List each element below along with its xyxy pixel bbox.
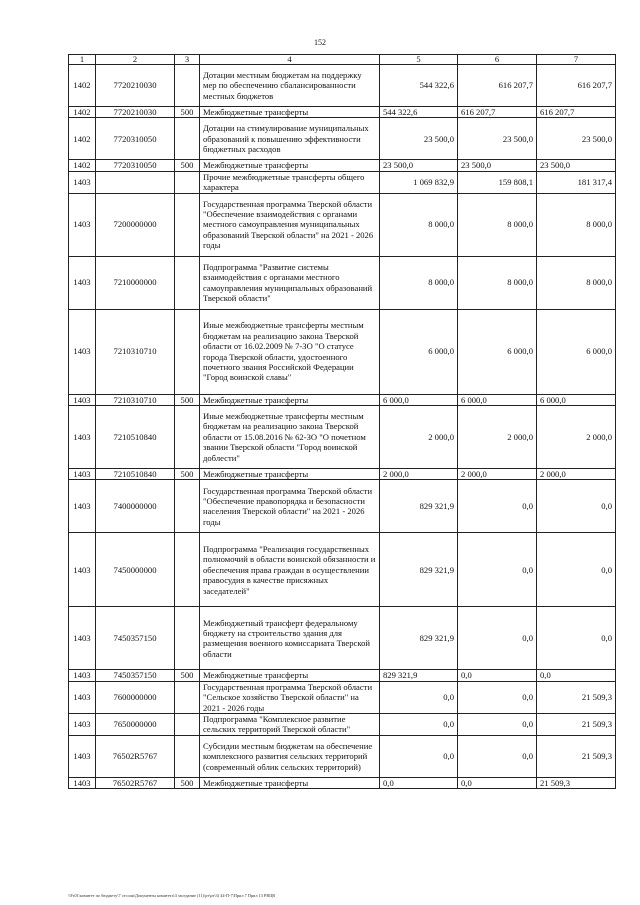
item-name: Межбюджетные трансферты <box>200 469 380 480</box>
amount-col6: 616 207,7 <box>458 107 537 118</box>
header-cell: 2 <box>96 55 175 65</box>
amount-col7: 0,0 <box>537 670 616 681</box>
amount-col6: 23 500,0 <box>458 118 537 160</box>
item-name: Государственная программа Тверской области "Сельское хозяйство Тверской области" на 2021 - 2026 годы <box>200 681 380 713</box>
target-article-code: 7400000000 <box>96 480 175 533</box>
item-name: Межбюджетные трансферты <box>200 394 380 405</box>
amount-col7: 2 000,0 <box>537 469 616 480</box>
table-row <box>69 607 616 670</box>
item-name: Дотации на стимулирование муниципальных образований к повышению эффективности бюджетных расходов <box>200 118 380 160</box>
table-row <box>69 533 616 607</box>
amount-col5: 0,0 <box>380 735 458 777</box>
item-name: Прочие межбюджетные трансферты общего характера <box>200 171 380 193</box>
section-code: 1403 <box>69 469 96 480</box>
amount-col7: 23 500,0 <box>537 118 616 160</box>
section-code: 1403 <box>69 406 96 469</box>
amount-col7: 21 509,3 <box>537 777 616 788</box>
amount-col7: 0,0 <box>537 607 616 670</box>
item-name: Межбюджетные трансферты <box>200 777 380 788</box>
amount-col6: 6 000,0 <box>458 309 537 394</box>
amount-col6: 8 000,0 <box>458 256 537 309</box>
expense-type-code <box>175 735 200 777</box>
section-code: 1402 <box>69 107 96 118</box>
expense-type-code <box>175 607 200 670</box>
section-code: 1403 <box>69 777 96 788</box>
expense-type-code: 500 <box>175 160 200 171</box>
section-code: 1402 <box>69 160 96 171</box>
table-row <box>69 735 616 777</box>
section-code: 1403 <box>69 735 96 777</box>
target-article-code: 7720210030 <box>96 65 175 107</box>
target-article-code: 7450357150 <box>96 607 175 670</box>
target-article-code: 7720210030 <box>96 107 175 118</box>
amount-col6: 2 000,0 <box>458 406 537 469</box>
amount-col7: 8 000,0 <box>537 193 616 256</box>
item-name: Иные межбюджетные трансферты местным бюджетам на реализацию закона Тверской области от 16.02.2009 № 7-ЗО "О статусе города Тверской области, удостоенного почетного звания Российской Федерации "Город воинской славы" <box>200 309 380 394</box>
item-name: Государственная программа Тверской области "Обеспечение взаимодействия с органами местного самоуправления муниципальных образований Тверской области" на 2021 - 2026 годы <box>200 193 380 256</box>
expense-type-code <box>175 118 200 160</box>
item-name: Государственная программа Тверской области "Обеспечение правопорядка и безопасности населения Тверской области" на 2021 - 2026 годы <box>200 480 380 533</box>
table-row <box>69 394 616 405</box>
item-name: Подпрограмма "Реализация государственных полномочий в области воинской обязанности и обеспечения права граждан в осуществлении правосудия в качестве присяжных заседателей" <box>200 533 380 607</box>
header-cell: 7 <box>537 55 616 65</box>
amount-col6: 2 000,0 <box>458 469 537 480</box>
section-code: 1403 <box>69 607 96 670</box>
expense-type-code: 500 <box>175 777 200 788</box>
section-code: 1403 <box>69 480 96 533</box>
target-article-code: 7450357150 <box>96 670 175 681</box>
target-article-code: 7210000000 <box>96 256 175 309</box>
item-name: Межбюджетный трансферт федеральному бюджету на строительство здания для размещения военного комиссариата Тверской области <box>200 607 380 670</box>
budget-table <box>68 54 616 789</box>
item-name: Субсидии местным бюджетам на обеспечение комплексного развития сельских территорий (современный облик сельских территорий) <box>200 735 380 777</box>
section-code: 1402 <box>69 65 96 107</box>
section-code: 1403 <box>69 533 96 607</box>
amount-col6: 0,0 <box>458 777 537 788</box>
target-article-code <box>96 171 175 193</box>
table-row <box>69 309 616 394</box>
section-code: 1403 <box>69 681 96 713</box>
amount-col5: 0,0 <box>380 714 458 736</box>
amount-col5: 829 321,9 <box>380 480 458 533</box>
amount-col6: 616 207,7 <box>458 65 537 107</box>
section-code: 1403 <box>69 256 96 309</box>
amount-col7: 23 500,0 <box>537 160 616 171</box>
amount-col6: 6 000,0 <box>458 394 537 405</box>
amount-col7: 616 207,7 <box>537 107 616 118</box>
amount-col5: 829 321,9 <box>380 670 458 681</box>
expense-type-code <box>175 533 200 607</box>
amount-col7: 181 317,4 <box>537 171 616 193</box>
amount-col6: 0,0 <box>458 670 537 681</box>
table-row <box>69 714 616 736</box>
expense-type-code: 500 <box>175 107 200 118</box>
target-article-code: 7720310050 <box>96 160 175 171</box>
target-article-code: 7600000000 <box>96 681 175 713</box>
file-path-footer: \\Fs01\комитет по бюджету\7 сессия\Документы комитета\3 заседание (11)\рт\рт\3) 44-П-7\Прил 7 Прил 13 РВЦВ <box>68 893 276 898</box>
header-cell: 1 <box>69 55 96 65</box>
amount-col7: 0,0 <box>537 480 616 533</box>
table-row <box>69 171 616 193</box>
section-code: 1402 <box>69 118 96 160</box>
section-code: 1403 <box>69 309 96 394</box>
amount-col7: 21 509,3 <box>537 735 616 777</box>
table-row <box>69 256 616 309</box>
target-article-code: 7720310050 <box>96 118 175 160</box>
amount-col6: 23 500,0 <box>458 160 537 171</box>
table-row <box>69 193 616 256</box>
table-row <box>69 65 616 107</box>
target-article-code: 7200000000 <box>96 193 175 256</box>
amount-col7: 6 000,0 <box>537 309 616 394</box>
header-cell: 6 <box>458 55 537 65</box>
expense-type-code: 500 <box>175 469 200 480</box>
header-cell: 3 <box>175 55 200 65</box>
header-cell: 5 <box>380 55 458 65</box>
amount-col6: 0,0 <box>458 714 537 736</box>
target-article-code: 76502R5767 <box>96 735 175 777</box>
expense-type-code <box>175 681 200 713</box>
amount-col5: 2 000,0 <box>380 469 458 480</box>
amount-col6: 0,0 <box>458 681 537 713</box>
amount-col5: 8 000,0 <box>380 193 458 256</box>
section-code: 1403 <box>69 394 96 405</box>
table-row <box>69 160 616 171</box>
amount-col7: 6 000,0 <box>537 394 616 405</box>
page-number: 152 <box>314 38 326 47</box>
amount-col6: 159 808,1 <box>458 171 537 193</box>
table-row <box>69 777 616 788</box>
amount-col7: 616 207,7 <box>537 65 616 107</box>
target-article-code: 7210510840 <box>96 406 175 469</box>
table-row <box>69 480 616 533</box>
section-code: 1403 <box>69 714 96 736</box>
expense-type-code: 500 <box>175 670 200 681</box>
amount-col6: 0,0 <box>458 533 537 607</box>
section-code: 1403 <box>69 171 96 193</box>
item-name: Межбюджетные трансферты <box>200 670 380 681</box>
amount-col5: 6 000,0 <box>380 394 458 405</box>
table-row <box>69 107 616 118</box>
amount-col5: 23 500,0 <box>380 118 458 160</box>
amount-col5: 544 322,6 <box>380 65 458 107</box>
amount-col7: 2 000,0 <box>537 406 616 469</box>
amount-col5: 6 000,0 <box>380 309 458 394</box>
item-name: Дотации местным бюджетам на поддержку мер по обеспечению сбалансированности местных бюджетов <box>200 65 380 107</box>
section-code: 1403 <box>69 670 96 681</box>
amount-col5: 0,0 <box>380 777 458 788</box>
expense-type-code: 500 <box>175 394 200 405</box>
amount-col6: 0,0 <box>458 480 537 533</box>
header-cell: 4 <box>200 55 380 65</box>
expense-type-code <box>175 65 200 107</box>
item-name: Межбюджетные трансферты <box>200 107 380 118</box>
amount-col6: 0,0 <box>458 607 537 670</box>
amount-col6: 0,0 <box>458 735 537 777</box>
target-article-code: 7210310710 <box>96 394 175 405</box>
target-article-code: 7450000000 <box>96 533 175 607</box>
expense-type-code <box>175 171 200 193</box>
item-name: Подпрограмма "Развитие системы взаимодействия с органами местного самоуправления муниципальных образований Тверской области" <box>200 256 380 309</box>
target-article-code: 7210310710 <box>96 309 175 394</box>
expense-type-code <box>175 714 200 736</box>
table-row <box>69 681 616 713</box>
item-name: Межбюджетные трансферты <box>200 160 380 171</box>
expense-type-code <box>175 480 200 533</box>
amount-col5: 8 000,0 <box>380 256 458 309</box>
target-article-code: 76502R5767 <box>96 777 175 788</box>
table-row <box>69 118 616 160</box>
section-code: 1403 <box>69 193 96 256</box>
amount-col5: 2 000,0 <box>380 406 458 469</box>
amount-col5: 1 069 832,9 <box>380 171 458 193</box>
amount-col7: 0,0 <box>537 533 616 607</box>
amount-col6: 8 000,0 <box>458 193 537 256</box>
target-article-code: 7650000000 <box>96 714 175 736</box>
expense-type-code <box>175 406 200 469</box>
expense-type-code <box>175 193 200 256</box>
amount-col5: 829 321,9 <box>380 607 458 670</box>
item-name: Иные межбюджетные трансферты местным бюджетам на реализацию закона Тверской области от 15.08.2016 № 62-ЗО "О почетном звании Тверской области "Город воинской доблести" <box>200 406 380 469</box>
amount-col5: 829 321,9 <box>380 533 458 607</box>
amount-col5: 544 322,6 <box>380 107 458 118</box>
table-row <box>69 406 616 469</box>
amount-col5: 23 500,0 <box>380 160 458 171</box>
item-name: Подпрограмма "Комплексное развитие сельских территорий Тверской области" <box>200 714 380 736</box>
amount-col7: 8 000,0 <box>537 256 616 309</box>
expense-type-code <box>175 256 200 309</box>
amount-col7: 21 509,3 <box>537 714 616 736</box>
amount-col7: 21 509,3 <box>537 681 616 713</box>
amount-col5: 0,0 <box>380 681 458 713</box>
column-number-header <box>69 55 616 65</box>
table-row <box>69 670 616 681</box>
expense-type-code <box>175 309 200 394</box>
table-row <box>69 469 616 480</box>
target-article-code: 7210510840 <box>96 469 175 480</box>
